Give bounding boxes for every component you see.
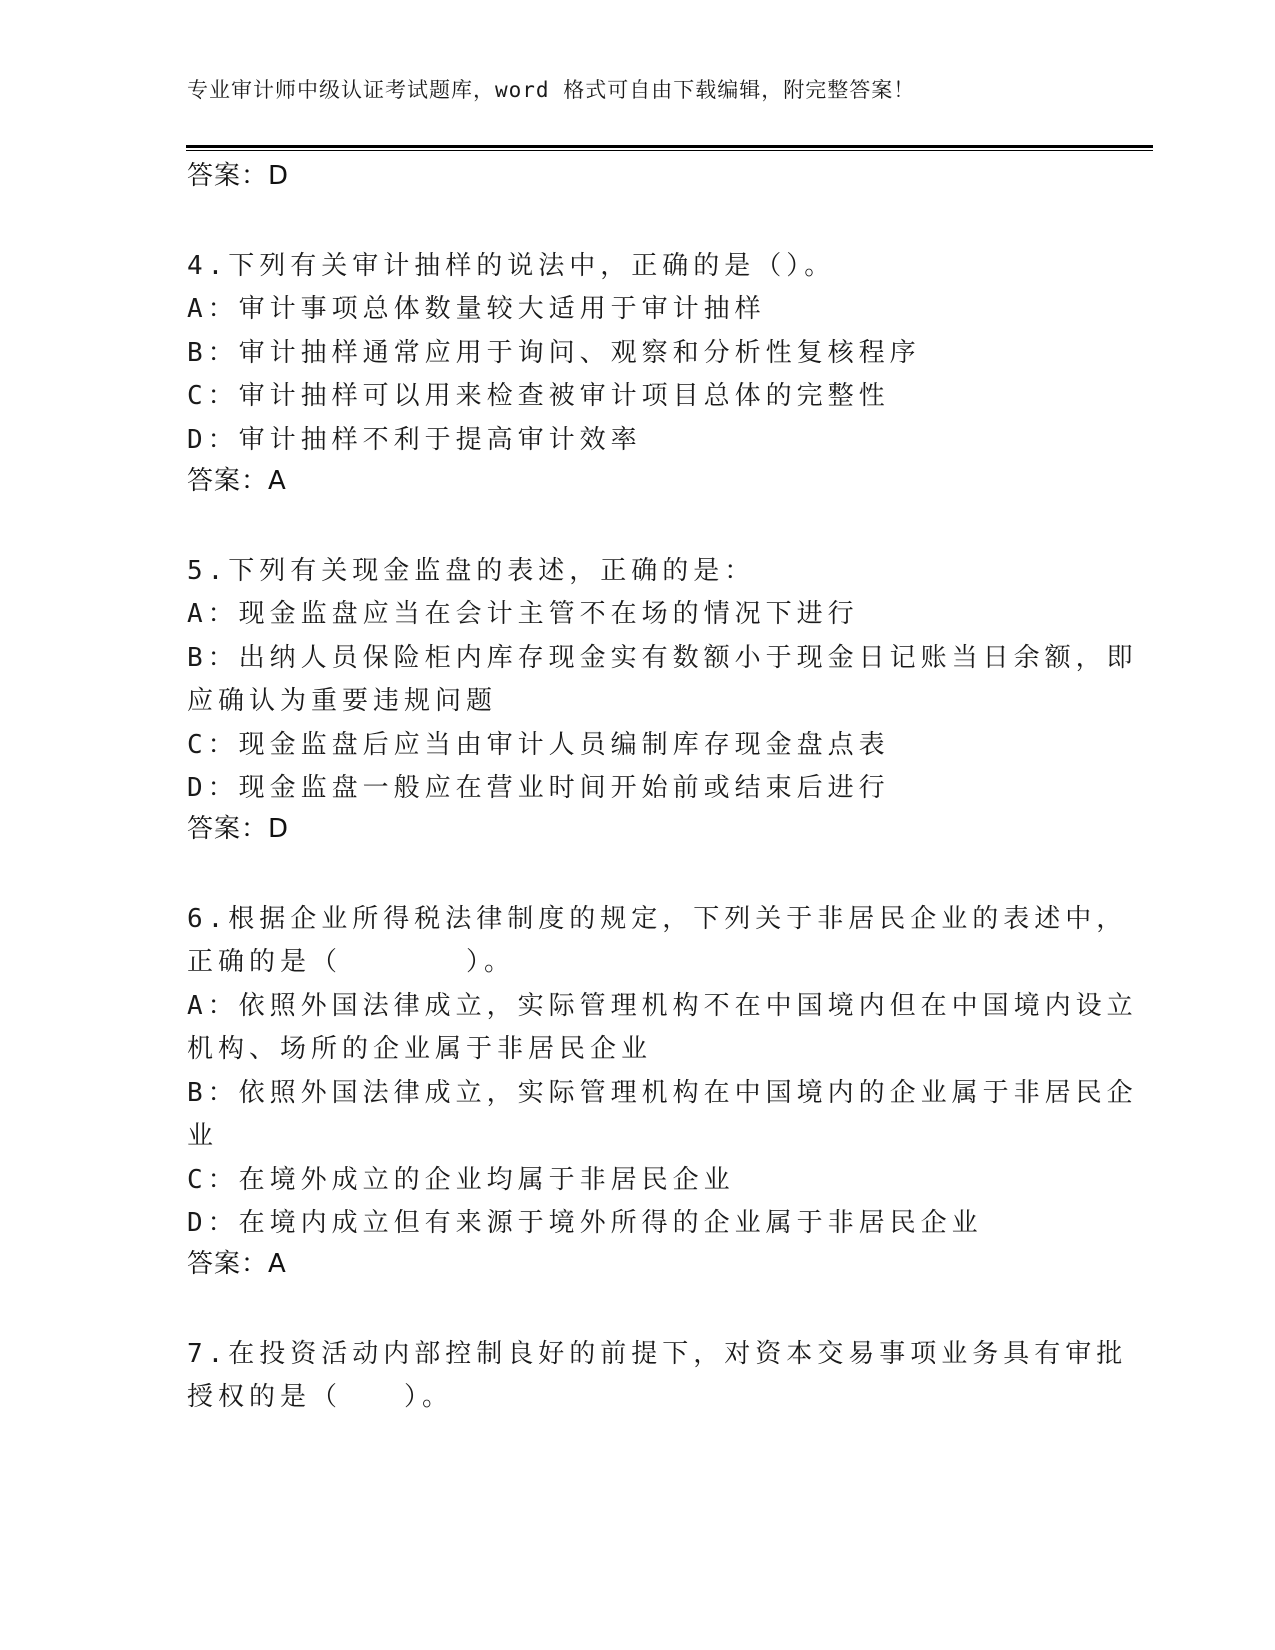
q4-option-c: C：审计抽样可以用来检查被审计项目总体的完整性 [187,381,890,411]
q5-option-c: C：现金监盘后应当由审计人员编制库存现金盘点表 [187,730,890,760]
q6-option-d: D：在境内成立但有来源于境外所得的企业属于非居民企业 [187,1208,983,1238]
header-divider-thick [186,145,1153,148]
answer-q5: 答案：D [187,814,290,844]
answer-q4: 答案：A [187,466,287,496]
q6-option-b-line1: B：依照外国法律成立，实际管理机构在中国境内的企业属于非居民企 [187,1078,1138,1108]
q7-stem-line1: 7.在投资活动内部控制良好的前提下，对资本交易事项业务具有审批 [187,1339,1128,1369]
page-header: 专业审计师中级认证考试题库，word 格式可自由下载编辑，附完整答案！ [187,78,916,102]
answer-q3: 答案：D [187,161,290,191]
q4-option-b: B：审计抽样通常应用于询问、观察和分析性复核程序 [187,338,921,368]
answer-q6: 答案：A [187,1249,287,1279]
q5-option-d: D：现金监盘一般应在营业时间开始前或结束后进行 [187,773,890,803]
q6-option-b-line2: 业 [187,1121,219,1151]
q6-stem-line1: 6.根据企业所得税法律制度的规定，下列关于非居民企业的表述中， [187,904,1128,934]
q6-option-a-line1: A：依照外国法律成立，实际管理机构不在中国境内但在中国境内设立 [187,991,1138,1021]
q6-option-c: C：在境外成立的企业均属于非居民企业 [187,1165,735,1195]
q5-option-b-line2: 应确认为重要违规问题 [187,686,498,716]
q4-option-d: D：审计抽样不利于提高审计效率 [187,425,642,455]
q4-option-a: A：审计事项总体数量较大适用于审计抽样 [187,294,766,324]
q5-stem: 5.下列有关现金监盘的表述，正确的是： [187,556,756,586]
q7-stem-line2: 授权的是（ ）。 [187,1382,454,1412]
q5-option-a: A：现金监盘应当在会计主管不在场的情况下进行 [187,599,859,629]
q5-option-b-line1: B：出纳人员保险柜内库存现金实有数额小于现金日记账当日余额，即 [187,643,1138,673]
q6-stem-line2: 正确的是（ ）。 [187,947,516,977]
q6-option-a-line2: 机构、场所的企业属于非居民企业 [187,1034,653,1064]
q4-stem: 4.下列有关审计抽样的说法中，正确的是（）。 [187,251,836,281]
header-divider-thin [186,150,1153,151]
